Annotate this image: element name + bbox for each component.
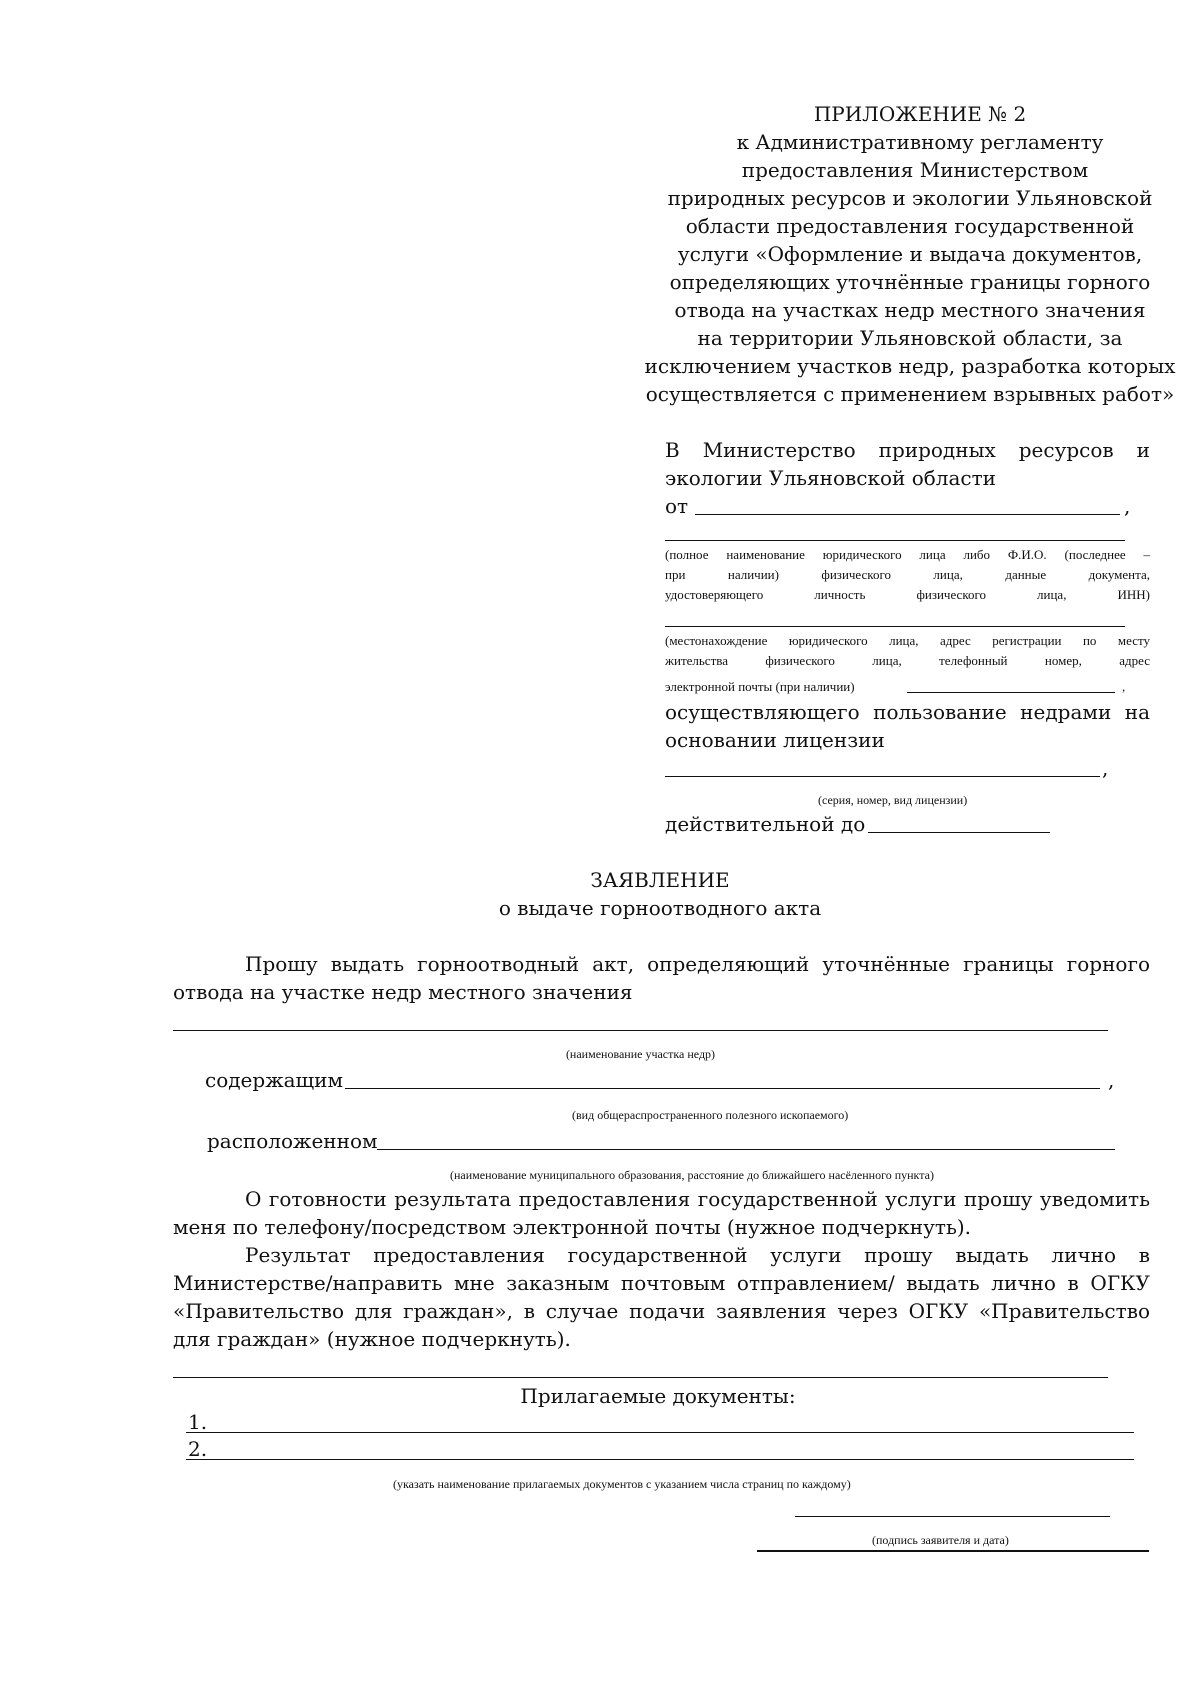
attachment-number-2: 2. [188,1437,208,1461]
appendix-line: исключением участков недр, разработка которых [644,354,1176,378]
hint-site: (наименование участка недр) [565,1047,716,1061]
appendix-line: на территории Ульяновской области, за [697,326,1123,350]
from-label: от [665,494,689,518]
appendix-title: ПРИЛОЖЕНИЕ № 2 [813,102,1027,126]
hint-attachments: (указать наименование прилагаемых документов с указанием числа страниц по каждому) [393,1477,851,1491]
fullname-field-line[interactable] [665,540,1125,541]
hint-address-2: жительства физического лица, телефонный номер, адрес [665,653,1150,668]
from-comma: , [1124,494,1131,518]
located-label: расположенном [207,1129,378,1153]
hint-signature: (подпись заявителя и дата) [872,1533,1009,1547]
containing-field-line[interactable] [345,1088,1100,1089]
notify-line-2: меня по телефону/посредством электронной почты (нужное подчеркнуть). [173,1215,971,1239]
signature-bottom-line [757,1550,1149,1552]
email-field-line[interactable] [907,692,1115,693]
hint-license: (серия, номер, вид лицензии) [818,793,968,807]
appendix-line: к Административному регламенту [736,130,1104,154]
license-line-2: основании лицензии [665,728,885,752]
result-line-2: Министерстве/направить мне заказным почтовым отправлением/ выдать лично в ОГКУ [173,1271,1150,1295]
license-field-line[interactable] [665,776,1100,777]
appendix-line: предоставления Министерством [741,158,1089,182]
hint-location: (наименование муниципального образования, расстояние до ближайшего насёленного пункта) [450,1168,934,1182]
appendix-line: природных ресурсов и экологии Ульяновской [667,186,1153,210]
result-line-4: для граждан» (нужное подчеркнуть). [173,1327,571,1351]
appendix-line: услуги «Оформление и выдача документов, [677,242,1143,266]
valid-until-label: действительной до [665,812,866,836]
hint-fullname-3: удостоверяющего личность физического лица, ИНН) [665,587,1150,602]
application-subtitle: о выдаче горноотводного акта [498,896,822,920]
containing-comma: , [1108,1068,1115,1092]
appendix-text [640,128,1180,408]
attachment-field-line-2[interactable] [186,1459,1134,1460]
hint-address-comma: , [1122,679,1126,694]
valid-until-field-line[interactable] [868,832,1050,833]
result-line-1: Результат предоставления государственной услуги прошу выдать лично в [245,1243,1150,1267]
appendix-header [640,100,1180,128]
application-title: ЗАЯВЛЕНИЕ [590,868,730,892]
signature-field-line[interactable] [795,1516,1110,1517]
hint-fullname-1: (полное наименование юридического лица либо Ф.И.О. (последнее – [665,547,1150,562]
result-line-3: «Правительство для граждан», в случае подачи заявления через ОГКУ «Правительство [173,1299,1150,1323]
attachments-top-line [173,1377,1108,1378]
license-line-1: осуществляющего пользование недрами на [665,700,1150,724]
notify-line-1: О готовности результата предоставления государственной услуги прошу уведомить [245,1187,1150,1211]
from-field-line[interactable] [695,514,1120,515]
address-field-line[interactable] [665,626,1125,627]
request-line-1: Прошу выдать горноотводный акт, определяющий уточнённые границы горного [245,952,1150,976]
located-field-line[interactable] [377,1149,1115,1150]
attachment-field-line-1[interactable] [186,1432,1134,1433]
containing-label: содержащим [205,1068,343,1092]
hint-address-1: (местонахождение юридического лица, адрес регистрации по месту [665,633,1150,648]
site-field-line[interactable] [173,1030,1108,1031]
hint-mineral: (вид общераспространенного полезного ископаемого) [572,1108,849,1122]
hint-address-3: электронной почты (при наличии) [665,679,855,694]
attachment-number-1: 1. [188,1410,208,1434]
hint-fullname-2: при наличии) физического лица, данные документа, [665,567,1150,582]
request-line-2: отвода на участке недр местного значения [173,980,633,1004]
addressee-line-2: экологии Ульяновской области [665,466,997,490]
appendix-line: осуществляется с применением взрывных работ» [645,382,1175,406]
addressee-line-1: В Министерство природных ресурсов и [665,438,1150,462]
appendix-line: определяющих уточнённые границы горного [669,270,1151,294]
appendix-line: отвода на участках недр местного значения [674,298,1146,322]
attachments-title: Прилагаемые документы: [520,1384,796,1408]
appendix-line: области предоставления государственной [685,214,1135,238]
license-comma: , [1102,756,1109,780]
